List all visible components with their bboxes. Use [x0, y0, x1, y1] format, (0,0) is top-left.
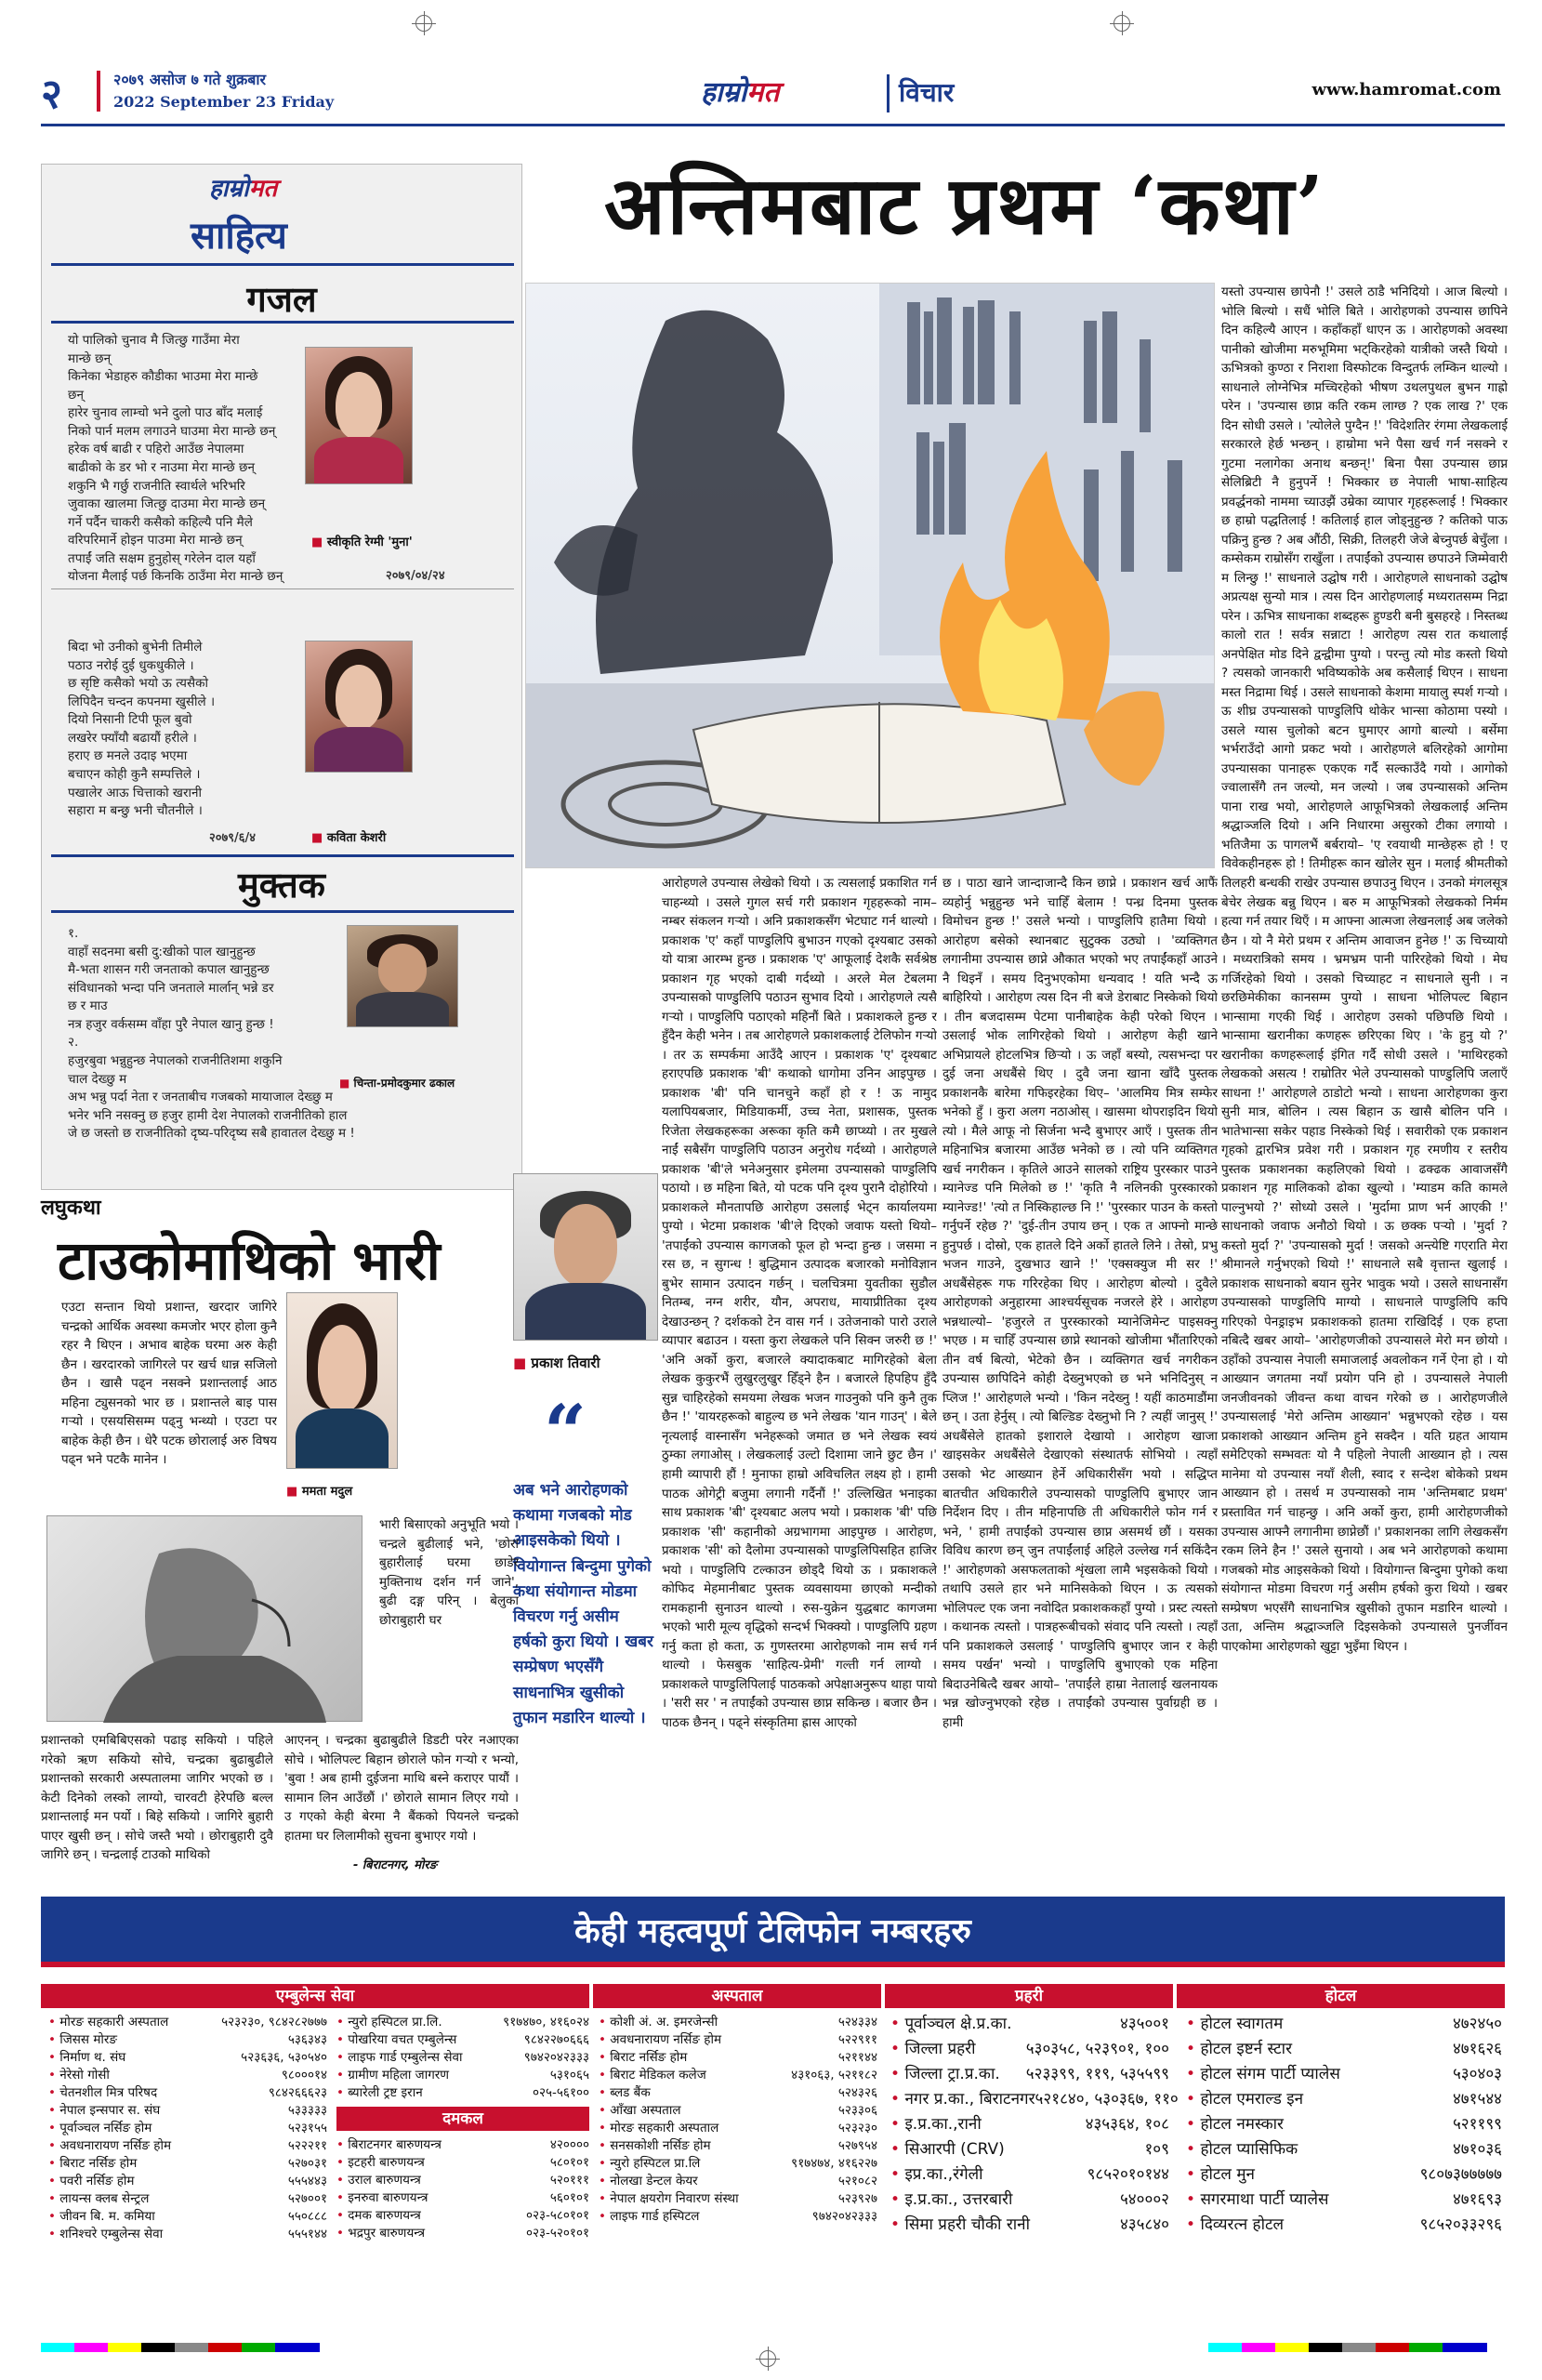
- muktak-heading: मुक्तक: [238, 865, 325, 906]
- phone-entry: [48, 2014, 327, 2031]
- entry-name: • जीवन बि. म. कमिया: [48, 2208, 155, 2226]
- entry-number[interactable]: ५२७०३१: [287, 2156, 327, 2171]
- entry-number[interactable]: ५२३३९९, ११९, ५३५५९९: [1025, 2065, 1169, 2083]
- ambulance-list-2: [336, 2014, 589, 2102]
- entry-number[interactable]: ४३५८४०: [1119, 2215, 1169, 2234]
- entry-number[interactable]: ५२०१११: [549, 2173, 589, 2188]
- entry-number[interactable]: ५२७९५४: [837, 2138, 877, 2153]
- phone-entry: [1186, 2037, 1502, 2062]
- phone-entry: [1186, 2112, 1502, 2137]
- phone-directory: [41, 1897, 1505, 2334]
- entry-number[interactable]: ४३५३६४, १०८: [1085, 2115, 1169, 2134]
- phone-entry: [48, 2049, 327, 2067]
- header-divider: [97, 71, 100, 112]
- writer-photo: [286, 1292, 398, 1469]
- entry-number[interactable]: ५३१०६५: [549, 2068, 589, 2082]
- divider: [51, 854, 514, 857]
- masthead-logo[interactable]: [701, 73, 779, 113]
- phone-entry: [48, 2226, 327, 2243]
- logo-part-b: मत: [248, 175, 278, 203]
- poem-line: निको पार्न मलम लगाउने घाउमा मेरा मान्छे छन्: [68, 423, 276, 439]
- entry-number[interactable]: ५२११९९: [1452, 2115, 1502, 2134]
- registration-mark: [1114, 15, 1130, 32]
- entry-number[interactable]: ९८०७३७७७७७: [1419, 2165, 1502, 2184]
- author-byline: ■ प्रकाश तिवारी: [513, 1354, 600, 1374]
- phone-entry: [599, 2031, 877, 2049]
- phone-entry: [890, 2012, 1169, 2037]
- laghukatha-column-side: भारी बिसाएको अनुभूति भयो । चन्द्रले बुढीलाई भने, 'छोरा बुहारीलाई घरमा छाडेर मुक्तिनाथ दर्शन गर्न जाने', बुढी दङ्ग परिन् । बेलुका छोराबुहारी घर: [379, 1517, 519, 1628]
- poem-line: छ सृष्टि कसैको भयो ऊ त्यसैको: [68, 676, 208, 692]
- gazal-poem-2: [68, 639, 300, 821]
- phone-entry: [336, 2172, 589, 2189]
- entry-number[interactable]: ९७४२०४२३३३: [811, 2209, 877, 2224]
- entry-name: • बिराट मेडिकल कलेज: [599, 2067, 706, 2084]
- fire-list: [336, 2136, 589, 2242]
- laghukatha-column-2: आएनन् । चन्द्रका बुढाबुढीले डिडटी परेर नआएका सोचे । भोलिपल्ट बिहान छोराले फोन गऱ्यो र भन्यो, 'बुवा ! अब हामी दुईजना माथि बस्ने कराएर पायौं । सामान लिन आउँछौं ।' छोराले सामान लिएर गयो । उ गएको केही बेरमा नै बैंकको पियनले चन्द्रको हातमा घर लिलामीको सुचना बुभाएर गयो ।: [284, 1733, 519, 1844]
- poem-line: पखालेर आऊ चित्ताको खरानी: [68, 785, 202, 800]
- poem-line: मान्छे छन्: [68, 350, 112, 366]
- phone-entry: [890, 2213, 1169, 2238]
- entry-number[interactable]: ५२२९११: [837, 2032, 877, 2047]
- entry-number[interactable]: ९८५२०३३२९६: [1419, 2215, 1502, 2234]
- entry-number[interactable]: ९७४२०४२३३३: [523, 2050, 589, 2065]
- phone-entry: [48, 2120, 327, 2137]
- divider: [51, 263, 514, 266]
- article-illustration: [525, 283, 1215, 868]
- poem-date: २०७९/०४/२४: [386, 569, 445, 583]
- poem-date: २०७९/६/४: [209, 831, 257, 845]
- entry-number[interactable]: ५२२२११: [287, 2138, 327, 2153]
- poem-line: योजना मैलाई पर्छ किनकि ठाउँमा मेरा मान्छे छन्: [68, 569, 283, 585]
- logo-part-b: मत: [746, 76, 780, 109]
- poem-line: वाहाँ सदनमा बसी दु:खीको पाल खानुहुन्छ: [68, 944, 256, 959]
- poem-line: गर्ने पर्दैन चाकरी कसैको कहिल्यै पनि मैले: [68, 514, 253, 530]
- poem-line: हरेक वर्ष बाढी र पहिरो आउँछ नेपालमा: [68, 442, 244, 457]
- entry-name: • मोरङ सहकारी अस्पताल: [48, 2014, 168, 2031]
- poem-line: शकुनि भै गर्छु राजनीति स्वार्थले भरिभरि: [68, 478, 245, 494]
- entry-number[interactable]: १०९: [1144, 2140, 1169, 2159]
- entry-name: • सगरमाथा पार्टी प्यालेस: [1186, 2188, 1329, 2213]
- entry-name: • होटल स्वागतम: [1186, 2012, 1283, 2037]
- page-number: २: [41, 71, 62, 118]
- entry-name: • शनिश्चरे एम्बुलेन्स सेवा: [48, 2226, 163, 2243]
- phone-entry: [336, 2049, 589, 2067]
- entry-number[interactable]: ५२११४४: [837, 2050, 877, 2065]
- entry-number[interactable]: ९८०००१४: [281, 2068, 327, 2082]
- phone-entry: [336, 2031, 589, 2049]
- phone-entry: [599, 2067, 877, 2084]
- entry-name: • जिल्ला प्रहरी: [890, 2037, 976, 2062]
- police-heading: प्रहरी: [885, 1984, 1173, 2008]
- entry-name: • होटल मुन: [1186, 2162, 1255, 2188]
- phone-entry: [599, 2120, 877, 2137]
- poem-line: भनेर भनि नसक्नु छ हजुर हामी देश नेपालको राजनीतिको हाल: [68, 1107, 348, 1123]
- poem-line: लिपिदैन चन्दन कपनमा खुसीले ।: [68, 694, 216, 709]
- entry-number[interactable]: ९८५२०१०१४४: [1087, 2165, 1169, 2184]
- entry-name: • लाइफ गार्ड एम्बुलेन्स सेवा: [336, 2049, 462, 2067]
- entry-name: • दिव्यरत्न होटल: [1186, 2213, 1284, 2238]
- entry-name: • इटहरी बारुणयन्त्र: [336, 2154, 425, 2172]
- entry-name: • इ.प्र.का., उत्तरबारी: [890, 2188, 1012, 2213]
- entry-number[interactable]: ९१७४७४, ४१६२२७: [791, 2156, 877, 2171]
- entry-name: • ग्रामीण महिला जागरण: [336, 2067, 449, 2084]
- entry-number[interactable]: ५२१०८२: [837, 2174, 877, 2188]
- poem-line: जे छ जस्तो छ राजनीतिको दृष्य-परिदृष्य सबै हावातल देख्छु म !: [68, 1126, 355, 1142]
- phone-entry: [336, 2154, 589, 2172]
- poem-line: बिदा भो उनीको बुभेनी तिमीले: [68, 640, 203, 654]
- writer-caption: ■ ममता मदुल: [286, 1484, 352, 1501]
- poem-line: जुवाका खालमा जित्छु दाउमा मेरा मान्छे छन्: [68, 496, 266, 512]
- phone-entry: [890, 2037, 1169, 2062]
- article-title: अन्तिमबाट प्रथम ‘कथा’: [604, 159, 1325, 253]
- entry-number[interactable]: ५३०४०३: [1452, 2065, 1502, 2083]
- entry-number[interactable]: ९८४२२७०६६६: [523, 2032, 589, 2047]
- phone-entry: [48, 2155, 327, 2173]
- entry-name: • पवरी नर्सिङ होम: [48, 2173, 135, 2190]
- laghukatha-title: टाउकोमाथिको भारी: [58, 1229, 441, 1292]
- entry-number[interactable]: ४७१६२६: [1452, 2040, 1502, 2058]
- phone-entry: [336, 2084, 589, 2102]
- phone-entry: [599, 2190, 877, 2208]
- entry-name: • पोखरिया वचत एम्बुलेन्स: [336, 2031, 456, 2049]
- phone-entry: [336, 2207, 589, 2225]
- laghukatha-column-1: प्रशान्तको एमबिबिएसको पढाइ सकियो । पहिले गरेको ऋण सकियो सोचे, चन्द्रका बुढाबुढीले प्रशान्तको सरकारी अस्पतालमा जागिर भएको छ । केटी दिनेको लस्को लाग्यो, चारवटी हेरेपछि बल्ल प्रशान्तलाई मन पर्यो । बिहे सकियो । जागिरे बुहारी पाएर खुसी छन् । सोचे जस्तै भयो । छोराबुहारी दुवै जागिरे छन् । चन्द्रलाई टाउको माथिको: [41, 1733, 273, 1863]
- phone-entry: [48, 2031, 327, 2049]
- entry-number[interactable]: ९८४२६६६२३: [268, 2085, 327, 2100]
- police-list: [890, 2012, 1179, 2238]
- phone-entry: [599, 2137, 877, 2155]
- fire-heading: दमकल: [336, 2107, 589, 2131]
- entry-name: • जिल्ला ट्रा.प्र.का.: [890, 2062, 1000, 2087]
- phone-entry: [336, 2136, 589, 2154]
- phone-entry: [890, 2087, 1179, 2112]
- phone-entry: [890, 2062, 1169, 2087]
- entry-name: • नेपाल इन्सपार स. संघ: [48, 2102, 160, 2120]
- entry-name: • सनसकोशी नर्सिङ होम: [599, 2137, 711, 2155]
- poet-caption: ■ कविता केशरी: [311, 830, 386, 848]
- author-photo: [513, 1173, 658, 1341]
- phone-entry: [599, 2173, 877, 2190]
- poem-line: हजुरबुवा भन्नुहुन्छ नेपालको राजनीतिशमा शकुनि: [68, 1052, 283, 1068]
- poem-line: बाढीको के डर भो र नाउमा मेरा मान्छे छन्: [68, 459, 256, 475]
- entry-name: • होटल प्यासिफिक: [1186, 2137, 1298, 2162]
- entry-name: • नोलखा डेन्टल केयर: [599, 2173, 698, 2190]
- entry-number[interactable]: ०२३-५२०१०१: [525, 2226, 589, 2241]
- phone-entry: [336, 2014, 589, 2031]
- entry-name: • आँखा अस्पताल: [599, 2102, 680, 2120]
- registration-mark: [415, 15, 432, 32]
- phone-entry: [1186, 2137, 1502, 2162]
- entry-name: • पूर्वाञ्चल क्षे.प्र.का.: [890, 2012, 1012, 2037]
- phone-entry: [1186, 2012, 1502, 2037]
- entry-number[interactable]: ०२५-५६१००: [532, 2085, 589, 2100]
- directory-header: [41, 1897, 1505, 1967]
- entry-name: • होटल नमस्कार: [1186, 2112, 1284, 2137]
- entry-number[interactable]: ४७२४५०: [1452, 2015, 1502, 2033]
- phone-entry: [48, 2137, 327, 2155]
- entry-name: • मोरङ सहकारी अस्पताल: [599, 2120, 718, 2137]
- date-english: 2022 September 23 Friday: [113, 93, 335, 111]
- entry-number[interactable]: ४३५००१: [1119, 2015, 1169, 2033]
- entry-number[interactable]: ५२१८४०, ५३०३६७, ११०: [1035, 2090, 1179, 2109]
- phone-entry: [48, 2190, 327, 2208]
- poem-line: लखरेर फ्याँयौ बढायौं हरीले ।: [68, 730, 197, 746]
- laghukatha-signature: - बिराटनगर, मोरङ: [353, 1858, 438, 1872]
- article-column-middle-right: छ । पाठा खाने जान्दाजान्दै किन छाप्ने । प्रकाशन खर्च आफैं व्यहोर्नु भन्नुहुन्छ भने चाहिँ बेलाम ! पन्ध्र दिनमा पुस्तक विमोचन हुन्छ !' उसले भन्यो । पाण्डुलिपि हातैमा थियो । आरोहण बसेको स्थानबाट सुटुक्क उठ्यो । 'व्यक्तिगत लगानीमा उपन्यास छाप्ने औकात भएको भए तपाईंकहाँ आउने नै थिइनँ । समय दिनुभएकोमा धन्यवाद ! यति भन्दै ऊ बाहिरियो । आरोहण त्यस दिन नी बजे डेराबाट निस्केको थियो । तीन बजदासम्म पेटमा पानीबाहेक केही परेको थिएन । उसलाई भोक लागिरहेको थियो । आरोहण केही खाने अभिप्रायले होटलभित्र छिऱ्यो । ऊ जहाँ बस्यो, त्यसभन्दा पर दुई जना अधबैंसे थिए । दुवै जना खाना खाँदै पुस्तक प्रकाशनकै बारेमा गफिइरहेका थिए– 'आलमिय मित्र सम्फेर भनेको हुँ । कुरा अलग नठाओस् । खासमा थोपराइदिन थियो त्यो । मैले आफू नो सिर्जना भन्दै बुभाएर आएँ । पुस्तक तीन महिनाभित्र बजारमा आउँछ भनेको छ । त्यो पनि व्यक्तिगत खर्च नगरीकन । कृतिले आउने सालको राष्ट्रिय पुरस्कार पाउने म्यानेज्ड पनि मिलेको छ !' 'कृति नै नलिनकी पुरस्कारको म्यानेज्ड!' 'त्यो त निस्किहाल्छ नि !' 'पुरस्कार पाउन के कस्तो गर्नुपर्ने रहेछ ?' 'दुई-तीन उपाय छन् । एक त आफ्नो मान्छे हुनुपर्छ । दोस्रो, एक हातले दिने अर्को हातले लिने । तेस्रो, प्रभु भजन गाउने, दुखभाउ खाने !' 'एक्सक्युज मी सर !' अधबैंसेहरू गफ गरिरहेका थिए । आरोहण बोल्यो । दुवैले आरोहणको अनुहारमा आश्चर्यसूचक नजरले हेरे । आरोहण भन्नथाल्यो– 'हजुरले त पुरस्कारको म्यानेजिमेन्ट पाइसक्नु भएछ । म चाहिँ उपन्यास छाप्ने स्थानको खोजीमा भौंतारिएको तीन वर्ष बित्यो, भेटेको छैन । व्यक्तिगत खर्च नगरीकन उपन्यास छापिदिने कोही देख्नुभएको छ भने भनिदिनुस् न प्लिज !' आरोहणले भन्यो । 'किन नदेख्नु ! यहीं काठमाडौंमा छन् । उता हेर्नुस् । त्यो बिल्डिङ देख्नुभो नि ? त्यहीं जानुस् !' अधबैंसेले हातको इशाराले देखायो । आरोहण खाजा खाइसकेर अधबैंसेले देखाएको संस्थातर्फ सोभियो । त्यहाँ उसको भेट आख्यान हेर्ने अधिकारीसँग भयो । सद्धिप्त बातचीत अधिकारीले उपन्यासको पाण्डुलिपि बुभाएर जान निर्देशन दिए । तीन महिनापछि ती अधिकारीले फोन गर्न र भने, ' हामी तपाईंको उपन्यास छाप्न असमर्थ छौं । यसका विविध कारण छन् जुन तपाईंलाई अहिले उल्लेख गर्न सकिंदैन !' आरोहणको असफलताको शृंखला लामै भइसकेको थियो । तथापि उसले हार भने मानिसकेको थिएन । ऊ त्यसको भोलिपल्ट एक जना नवोदित प्रकाशककहाँ पुग्यो । प्रस्ट त्यस्तो । कथानक त्यस्तो । पात्रहरूबीचको संवाद पनि त्यस्तो । त्यहाँ पनि प्रकाशकले उसलाई ' पाण्डुलिपि बुभाएर जान र केही समय पर्खन' भन्यो । पाण्डुलिपि बुभाएको एक महिना बिदाउनेबित्दै खबर आयो– 'तपाईंले हाम्रा नेतालाई खलनायक भन्न खोज्नुभएको रहेछ । तपाईंको उपन्यास पुर्वाग्रही छ । हामी: [942, 876, 1218, 1730]
- poem-line: हराए छ मनले उदाइ भएमा: [68, 748, 188, 764]
- entry-number[interactable]: ४३१०६३, ५२११८२: [791, 2068, 877, 2082]
- poem-line: छन्: [68, 387, 84, 403]
- phone-entry: [48, 2173, 327, 2190]
- divider: [51, 321, 514, 324]
- entry-number[interactable]: ५२३३०६: [837, 2103, 877, 2118]
- pull-quote: अब भने आरोहणको कथामा गजबको मोड आइसकेको थियो । वियोगान्त बिन्दुमा पुगेको कथा संयोगान्त मोडमा विचरण गर्नु असीम हर्षको कुरा थियो । खबर सम्प्रेषण भएसँगै साधनाभित्र खुसीको तुफान मडारिन थाल्यो ।: [513, 1481, 653, 1727]
- poem-line: संविधानको भन्दा पनि जनताले मार्लान् भन्ने डर: [68, 980, 274, 996]
- phone-entry: [336, 2225, 589, 2242]
- article-column-middle-left: आरोहणले उपन्यास लेखेको थियो । ऊ त्यसलाई प्रकाशित गर्न चाहन्थ्यो । उसले गुगल सर्च गरी प्रकाशन गृहहरूको नाम–नम्बर संकलन गऱ्यो । अनि प्रकाशकसँग भेटघाट गर्न थाल्यो । प्रकाशक 'ए' कहाँ पाण्डुलिपि बुभाउन गएको दृश्यबाट उसको यो यात्रा आरम्भ हुन्छ । प्रकाशक 'ए' आफूलाई देशकै सर्वश्रेष्ठ प्रकाशन गृह भएको दाबी गर्दथ्यो । अरले मेल टेबलमा उपन्यासको पाण्डुलिपि पठाउन सुभाव दियो । आरोहणले त्यसै गऱ्यो । पाण्डुलिपि पठाएको महिनौं बिते । प्रकाशकले हुन्छ र हुँदैन केही भनेन । तब आरोहणले प्रकाशकलाई टेलिफोन गऱ्यो । तर ऊ सम्पर्कमा आउँदै आएन । प्रकाशक 'ए' दृश्यबाट हराएपछि प्रकाशक 'बी' कथाको धागोमा उनिन आइपुग्छ । प्रकाशक 'बी' पनि चानचुने कहाँ हो र ! ऊ नामुद यलापियबजार, मिडियाकर्मी, उच्च नेता, प्रशासक, पुस्तक रिजेता लेखकहरूका अरूका कृति कमै छाप्थ्यो । तर मुखले नाईं सबैसँग पाण्डुलिपि पठाउन अनुरोध गर्दथ्यो । आरोहणले प्रकाशक 'बी'ले भनेअनुसार इमेलमा उपन्यासको पाण्डुलिपि पठायो । छ महिना बिते, यो पटक पनि दृश्य पुरानै दोहोरियो । प्रकाशकले मौनतापछि आरोहण उसलाई भेट्न कार्यालयमा पुग्यो । भेटमा प्रकाशक 'बी'ले दिएको जवाफ यस्तो थियो– 'तपाईंको उपन्यास कागजको फूल हो भन्दा हुन्छ । जसमा न रस छ, न सुगन्ध ! बुद्धिमान उत्पादक बजारको मनोविज्ञान बुभेर सामान उत्पादन गर्छन् । चलचित्रमा युवतीका सुडौल नितम्ब, नग्न शरीर, यौन, अपराध, मायाप्रीतिका दृश्य देखाउन्छन् ? दर्शकको टेन वास गर्न । उतेजनाको पारो उराले व्यापार बढाउन । यस्ता कुरा लेखकले पनि सिक्न जरुरी छ !' 'अनि अर्को कुरा, बजारले क्यादाकबाट मागिरहेको बेला लेखक कुकुरभैं लुखुरलुखुर हिँड्ने हैन । बजारले हिपहिप हुँदै सुन्न चाहिरहेको समयमा लेखक भजन गाउनुको पनि कुनै तुक छैन !' 'यायरहरूको बाहुल्य छ भने लेखक 'यान गाउन्' । बेले नृत्यलाई वास्नासँग भनेहरूको जमात छ भने लेखक स्वयं ठुम्का लगाओस् । लेखकलाई उल्टो दिशामा जाने छुट छैन ।' हामी व्यापारी हौं ! मुनाफा हाम्रो अविचलित लक्ष्य हो । हामी पाठक ओगेट्री बजुमा लगानी गर्दैनौं !' उल्लिखित भनाइका साथ प्रकाशक 'बी' दृश्यबाट अलप भयो । प्रकाशक 'बी' पछि प्रकाशक 'सी' कहानीको अग्रभागमा आइपुग्छ । आरोहण, प्रकाशक 'सी' को दैलोमा उपन्यासको पाण्डुलिपिसहित हाजिर भयो । पाण्डुलिपि टल्काउन छोड्दै थियो ऊ । प्रकाशकले कोफिद मेहमानीबाट पुस्तक व्यवसायमा छाएको मन्दीको रामकहानी सुनाउन थाल्यो । रुस-युक्रेन युद्धबाट कागजमा भएको भारी मूल्य वृद्धिको सन्दर्भ भिक्क्यो । पाण्डुलिपि ग्रहण गर्नु कता हो कता, ऊ गुणस्तरमा आरोहणको नाम सर्च गर्न थाल्यो । फेसबुक 'साहित्य-प्रेमी' गल्ती गर्न लाग्यो । प्रकाशकले पाण्डुलिपिलाई पाठकको अपेक्षाअनुरूप थाहा पायो । 'सरी सर ' न तपाईंको उपन्यास छाप्न सकिन्छ । बजार छैन । पाठक छैनन् । पढ्ने संस्कृतिमा ह्रास आएको: [662, 876, 937, 1730]
- phone-entry: [1186, 2062, 1502, 2087]
- divider: [51, 910, 514, 913]
- phone-entry: [336, 2189, 589, 2207]
- poet-caption: ■ स्वीकृति रेग्मी 'मुना': [311, 535, 413, 552]
- entry-name: • अवधनारायण नर्सिङ होम: [599, 2031, 721, 2049]
- hospital-heading: अस्पताल: [593, 1984, 881, 2008]
- poem-line: बचाएन कोही कुनै सम्पत्तिले ।: [68, 766, 201, 782]
- entry-number[interactable]: ४७१०३६: [1452, 2140, 1502, 2159]
- laghukatha-illustration: [46, 1515, 362, 1722]
- hotel-list: [1186, 2012, 1502, 2238]
- entry-number[interactable]: ५२३९२७: [837, 2191, 877, 2206]
- gazal-poem-1: [68, 332, 337, 587]
- poem-line: यो पालिको चुनाव मै जित्छु गाउँमा मेरा: [68, 333, 240, 348]
- phone-entry: [890, 2112, 1169, 2137]
- phone-entry: [599, 2155, 877, 2173]
- entry-name: • लायन्स क्लब सेन्ट्रल: [48, 2190, 149, 2208]
- entry-name: • उराल बारुणयन्त्र: [336, 2172, 421, 2189]
- poem-line: १.: [68, 926, 79, 941]
- directory-title: केही महत्वपूर्ण टेलिफोन नम्बरहरु: [574, 1912, 971, 1950]
- entry-number[interactable]: ५३०३५८, ५२३९०१, १००: [1025, 2040, 1169, 2058]
- entry-name: • बिराट नर्सिङ होम: [599, 2049, 687, 2067]
- entry-number[interactable]: ९१७४७०, ४१६०२४: [503, 2015, 589, 2030]
- entry-number[interactable]: ५५५४४३: [287, 2174, 327, 2188]
- poem-line: दियो निसानी टिपी फूल बुवो: [68, 712, 192, 728]
- sahitya-logo: [209, 172, 277, 207]
- laghukatha-intro: एउटा सन्तान थियो प्रशान्त, खरदार जागिरे चन्द्रको आर्थिक अवस्था कमजोर भएर होला कुनै रहर नै थिएन । अभाव बाहेक घरमा अरु केही छैन । खरदारको जागिरले पर खर्च धान्न सजिलो छैन । खासै पढ्न नसक्ने प्रशान्तलाई आठ महिना ट्युसनको भार छ । प्रशान्तले बाइ पास गऱ्यो । एसयसिसम्म पढ्नु भन्थ्यो । एउटा पर बाहेक केही छैन । धेरै पटक छोरालाई अरु विषय पढ्न भने पटकै मानेन ।: [61, 1300, 277, 1468]
- phone-entry: [890, 2162, 1169, 2188]
- poem-line: नत्र हजुर वर्कसम्म वाँहा पुरै नेपाल खानु हुन्छ !: [68, 1016, 274, 1032]
- poet-photo: [305, 347, 413, 484]
- entry-name: • अवधनारायण नर्सिङ होम: [48, 2137, 171, 2155]
- entry-name: • नेरेसो गोसी: [48, 2067, 110, 2084]
- entry-name: • चेतनशील मित्र परिषद: [48, 2084, 157, 2102]
- logo-part-a: हाम्रो: [701, 76, 747, 109]
- burning-manuscript-illustration: [526, 284, 1215, 868]
- entry-number[interactable]: ५२३२३०: [837, 2121, 877, 2135]
- entry-name: • जिसस मोरङ: [48, 2031, 117, 2049]
- phone-entry: [890, 2188, 1169, 2213]
- phone-entry: [599, 2049, 877, 2067]
- entry-number[interactable]: ४७१६९३: [1452, 2190, 1502, 2209]
- entry-number[interactable]: ५८०१०१: [549, 2155, 589, 2170]
- phone-entry: [1186, 2087, 1502, 2112]
- section-name: विचार: [887, 74, 954, 112]
- entry-number[interactable]: ५५०८८८: [287, 2209, 327, 2224]
- entry-number[interactable]: ५५५१४४: [287, 2227, 327, 2241]
- entry-number[interactable]: ५२७००१: [287, 2191, 327, 2206]
- entry-name: • लाइफ गार्ड हस्पिटल: [599, 2208, 699, 2226]
- entry-number[interactable]: ०२३-५८०१०१: [525, 2208, 589, 2223]
- color-bar: [41, 2343, 320, 2352]
- sahitya-section: [41, 164, 522, 1190]
- entry-number[interactable]: ५२३६३६, ५३०५४०: [241, 2050, 327, 2065]
- poet-caption: ■ चिन्ता-प्रमोदकुमार ढकाल: [339, 1076, 455, 1091]
- poem-line: वरिपरिमार्ने होइन पाउमा मेरा मान्छे छन्: [68, 533, 243, 549]
- poem-line: अभ भन्नु पर्दा नेता र जनताबीच गजबको मायाजाल देख्छु म: [68, 1090, 333, 1105]
- date-nepali: २०७९ असोज ७ गते शुक्रबार: [113, 71, 267, 88]
- entry-name: • दमक बारुणयन्त्र: [336, 2207, 421, 2225]
- entry-name: • ब्लड बैंक: [599, 2084, 651, 2102]
- article-column-right: यस्तो उपन्यास छापेनौ !' उसले ठाडै भनिदियो । आज बिल्यो । भोलि बिल्यो । सधैं भोलि बिते । आरोहणको उपन्यास छापिने दिन कहिल्यै आएन । कहाँकहाँ धाएन ऊ । आरोहणको अवस्था पानीको खोजीमा मरुभूमिमा भट्किरहेको यात्रीको जस्तै थियो । ऊभित्रको कुण्ठा र निराशा विस्फोटक विन्दुतर्फ लम्किन थाल्यो । साधनाले लोग्नेभित्र मच्चिरहेको भीषण उथलपुथल बुभन गाह्रो परेन । 'उपन्यास छाप्न कति रकम लाग्छ ? एक लाख ?' एक दिन सोधी उसले । 'त्योलेले पुग्दैन !' 'विदेशतिर रंगमा लेखकलाई सरकारले हेर्छ भन्छन् । हाम्रोमा भने पैसा खर्च गर्न नसक्ने र गुटमा नलागेका अनाथ बन्छन्!' बिना पैसा उपन्यास छाप्न सेलिब्रिटी नै हुनुपर्ने ! भिक्कार छ नेपाली भाषा-साहित्य प्रवर्द्धनको नाममा च्याउझैं उम्रेका व्यापार गृहहरूलाई ! भिक्कार छ हाम्रो पद्धतिलाई ! कतिलाई हाल जोड्नुहुन्छ ? कतिको पाऊ पक्रिनु हुन्छ ? अब औंठी, सिक्री, तिलहरी जेजे बेच्नुपर्छ बेचुँला । कम्सेकम राम्रोसँग राखुँला । तपाईंको उपन्यास छपाउने जिम्मेवारी म लिन्छु !' साधनाले उद्घोष गरी । आरोहणले साधनाको उद्घोष अप्रत्यक्ष सुन्यो मात्र । त्यस दिन आरोहणलाई मध्यरातसम्म निद्रा परेन । ऊभित्र साधनाका शब्दहरू हुण्डरी बनी बुसहरहे । निस्तब्ध कालो रात ! सर्वत्र सन्नाटा ! आरोहण त्यस रात कथालाई अनपेक्षित मोड दिने द्वन्द्वीमा पुग्यो । परन्तु त्यो मोड कस्तो थियो ? त्यसको जानकारी भविष्यकोके अब कसैलाई थिएन । साधना मस्त निद्रामा थिई । उसले साधनाको केशमा मायालु स्पर्श गऱ्यो । ऊ शीघ्र उपन्यासको पाण्डुलिपि थोकेर भान्सा कोठामा पस्यो । उसले ग्यास चुलोको बटन घुमाएर आगो बाल्यो । बर्सेमा भर्भराउँदो आगो प्रकट भयो । आरोहणले बलिरहेको आगोमा उपन्यासका पानाहरू एकएक गर्दै सल्काउँदै गयो । आगोको ज्वालासँगै तन जल्यो, मन जल्यो । जब उपन्यासको अन्तिम पाना राख भयो, आरोहणले आफूभित्रको लेखकलाई अन्तिम श्रद्धाञ्जलि दियो । अनि निधारमा असुरको टीका लगायो । भतिजैमा ऊ पागलभैं बर्बरायो– 'ए रवयाथी मान्छेहरू हो ! ए विवेकहीनहरू हो ! तिमीहरू कान खोलेर सुन । मलाई श्रीमतीको तिलहरी बन्धकी राखेर उपन्यास छपाउनु थिएन । उनको मंगलसूत्र बेचेर लेखक बन्नु थिएन । बरु म आफूभित्रको लेखकको निर्मम हत्या गर्न तयार थिएँ । म आफ्ना आत्मजा लेखनलाई अब जलेको छैन । यो नै मेरो प्रथम र अन्तिम आवाजन हुनेछ !' ऊ चिच्यायो । मध्यरात्रिको समय । भ्रमभ्रम पानी पारिरहेको थियो । मेघ गर्जिरहेको थियो । उसको चिच्याहट न साधनाले सुनी । न छरछिमेकीका कानसम्म पुग्यो । साधना भोलिपल्ट बिहान भान्सामा गएकी थिई । आरोहण उसको पछिपछि थियो । भान्सामा खरानीका कणहरू छरिएका थिए । 'के हुनु यो ?' खरानीका कणहरूलाई इंगित गर्दै सोधी उसले । 'माथिरहको लेखकको असत्य ! राम्रोतिर भेले उपन्यासको पाण्डुलिपि जलाएँ साधना !' आरोहणले ठाडोटो भन्यो । साधना आरोहणका कुरा सुनी मात्र, बोलिन । त्यस बिहान ऊ खासै बोलिन पनि । भातेभान्सा सकेर पहाड निस्केको थिई । सवारीको एक प्रकाशन गृहको द्वारभित्र प्रवेश गरी । प्रकाशन गृह रमणीय र स्तरीय पुस्तक प्रकाशनका कहलिएको थियो । ढक्ढक आवाजसँगै प्रकाशन गृह मालिकको ढोका खुल्यो । 'म्याडम कति कामले पाल्नुभयो ?' सोध्यो उसले । 'मुर्दामा प्राण भर्न आएकी !' साधनाको जवाफ अनौठो थियो । ऊ छक्क पऱ्यो । 'मुर्दा ? कस्तो मुर्दा ?' 'उपन्यासको मुर्दा ! जसको अन्त्येष्टि गएराति मेरा श्रीमानले गर्नुभएको थियो !' साधनाले सबै वृत्तान्त खुलाई । प्रकाशक साधनाको बयान सुनेर भावुक भयो । उसले साधनासँग उपन्यासको पाण्डुलिपि माग्यो । साधनाले पाण्डुलिपि कपि गरिएको पेनड्राइभ प्रकाशकको हातमा राखिदिई । एक हप्ता नबित्दै खबर आयो– 'आरोहणजीको उपन्यासले मेरो मन छोयो । उहाँको उपन्यास नेपाली समाजलाई अवलोकन गर्ने ऐना हो । यो आख्यान जगतमा नयाँ प्रयोग पनि हो । उपन्यासले नेपाली जनजीवनको जीवन्त कथा वाचन गरेको छ । आरोहणजीले उपन्यासलाई 'मेरो अन्तिम आख्यान' भन्नुभएको रहेछ । यस प्रकाशको आख्यान अन्तिम हुने सक्दैन । यति ग्रहत आयाम समेटिएको सम्भवतः यो नै पहिलो नेपाली आख्यान हो । त्यस मानेमा यो उपन्यास नयाँ शैली, स्वाद र सन्देश बोकेको प्रथम आख्यान हो । तसर्थ म उपन्यासको नाम 'अन्तिमबाट प्रथम' प्रस्तावित गर्न चाहन्छु । अनि अर्को कुरा, हामी आरोहणजीको उपन्यास आफ्नै लगानीमा छाप्नेछौं ।' प्रकाशनका लागि लेखकसँग रकम लिने हैन !' उसले सुनायो । अब भने आरोहणको कथामा गजबको मोड आइसकेको थियो । वियोगान्त बिन्दुमा पुगेको कथा संयोगान्त मोडमा विचरण गर्नु असीम हर्षको कुरा थियो । खबर सम्प्रेषण भएसँगै साधनाभित्र खुसीको तुफान मडारिन थाल्यो । उता, अन्तिम श्रद्धाञ्जलि दिइसकेको उपन्यासले पुनर्जीवन पाएकोमा आरोहणको खुट्टा भुइँमा थिएन ।: [1221, 284, 1508, 1654]
- entry-name: • होटल एमराल्ड इन: [1186, 2087, 1303, 2112]
- phone-entry: [599, 2014, 877, 2031]
- entry-name: • बिराटनगर बारुणयन्त्र: [336, 2136, 442, 2154]
- entry-number[interactable]: ५३६३४३: [287, 2032, 327, 2047]
- phone-entry: [336, 2067, 589, 2084]
- entry-name: • नगर प्र.का., बिराटनगर: [890, 2087, 1035, 2112]
- entry-number[interactable]: ४७१५४४: [1452, 2090, 1502, 2109]
- divider: [51, 588, 514, 589]
- entry-name: • इ.प्र.का.,रानी: [890, 2112, 982, 2137]
- logo-part-a: हाम्रो: [209, 175, 249, 203]
- hotel-heading: होटल: [1177, 1984, 1505, 2008]
- entry-name: • इनरुवा बारुणयन्त्र: [336, 2189, 428, 2207]
- entry-number[interactable]: ५२४३२६: [837, 2085, 877, 2100]
- entry-name: • सिमा प्रहरी चौकी रानी: [890, 2213, 1030, 2238]
- hospital-list: [599, 2014, 877, 2226]
- entry-number[interactable]: ४२००००: [549, 2137, 589, 2152]
- sahitya-title: साहित्य: [191, 215, 287, 258]
- poem-line: छ र माउ: [68, 998, 108, 1014]
- quote-icon: “: [544, 1388, 587, 1475]
- poem-line: किनेका भेडाहरु कौडीका भाउमा मेरा मान्छे: [68, 369, 258, 385]
- entry-name: • नेपाल क्षयरोग निवारण संस्था: [599, 2190, 739, 2208]
- poet-photo: [347, 925, 458, 1027]
- phone-entry: [1186, 2188, 1502, 2213]
- poem-line: तपाईं जति सक्षम हुनुहोस् गरेलेन दाल यहाँ: [68, 550, 256, 566]
- entry-number[interactable]: ५२३२३०, ९८४२८२७७७: [221, 2015, 327, 2030]
- sad-man-sketch: [47, 1516, 363, 1723]
- entry-number[interactable]: ५३३३३३: [287, 2103, 327, 2118]
- entry-number[interactable]: ५२३१५५: [287, 2121, 327, 2135]
- page-header: [41, 61, 1505, 126]
- phone-entry: [48, 2084, 327, 2102]
- ambulance-heading: एम्बुलेन्स सेवा: [41, 1984, 589, 2008]
- entry-name: • बिराट नर्सिङ होम: [48, 2155, 137, 2173]
- phone-entry: [890, 2137, 1169, 2162]
- entry-name: • इप्र.का.,रंगेली: [890, 2162, 983, 2188]
- gazal-heading: गजल: [246, 279, 317, 320]
- phone-entry: [599, 2084, 877, 2102]
- ambulance-list-1: [48, 2014, 327, 2243]
- entry-name: • सिआरपी (CRV): [890, 2137, 1005, 2162]
- poem-line: पठाउ नरोई दुई धुकधुकीले ।: [68, 657, 194, 673]
- laghukatha-tag: लघुकथा: [41, 1197, 101, 1220]
- poem-line: हारेर चुनाव लाम्चो भने दुलो पाउ बाँद मलाई: [68, 405, 263, 421]
- entry-name: • होटल इष्टर्न स्टार: [1186, 2037, 1292, 2062]
- phone-entry: [48, 2102, 327, 2120]
- entry-name: • कोशी अं. अ. इमरजेन्सी: [599, 2014, 718, 2031]
- poem-line: मै-भता शासन गरी जनताको कपाल खानुहुन्छ: [68, 962, 270, 978]
- poem-line: सहारा म बन्छु भनी चौतनीले ।: [68, 803, 203, 819]
- entry-number[interactable]: ५६०१०१: [549, 2190, 589, 2205]
- entry-number[interactable]: ५२४३३४: [837, 2015, 877, 2030]
- phone-entry: [48, 2208, 327, 2226]
- phone-entry: [599, 2208, 877, 2226]
- entry-name: • ब्यारेली ट्रष्ट इरान: [336, 2084, 423, 2102]
- registration-mark: [759, 2350, 776, 2367]
- color-bar: [1208, 2343, 1487, 2352]
- phone-entry: [1186, 2213, 1502, 2238]
- entry-name: • पूर्वाञ्चल नर्सिङ होम: [48, 2120, 152, 2137]
- poem-line: चाल देख्छु म: [68, 1071, 127, 1087]
- entry-name: • निर्माण थ. संघ: [48, 2049, 125, 2067]
- entry-number[interactable]: ५४०००२: [1119, 2190, 1169, 2209]
- entry-name: • न्युरो हस्पिटल प्रा.लि: [599, 2155, 700, 2173]
- entry-name: • होटल संगम पार्टी प्यालेस: [1186, 2062, 1340, 2087]
- poet-photo: [305, 641, 413, 773]
- phone-entry: [599, 2102, 877, 2120]
- phone-entry: [1186, 2162, 1502, 2188]
- website-link[interactable]: www.hamromat.com: [1311, 80, 1501, 99]
- entry-name: • भद्रपुर बारुणयन्त्र: [336, 2225, 425, 2242]
- phone-entry: [48, 2067, 327, 2084]
- entry-name: • न्युरो हस्पिटल प्रा.लि.: [336, 2014, 442, 2031]
- poem-line: २.: [68, 1035, 79, 1051]
